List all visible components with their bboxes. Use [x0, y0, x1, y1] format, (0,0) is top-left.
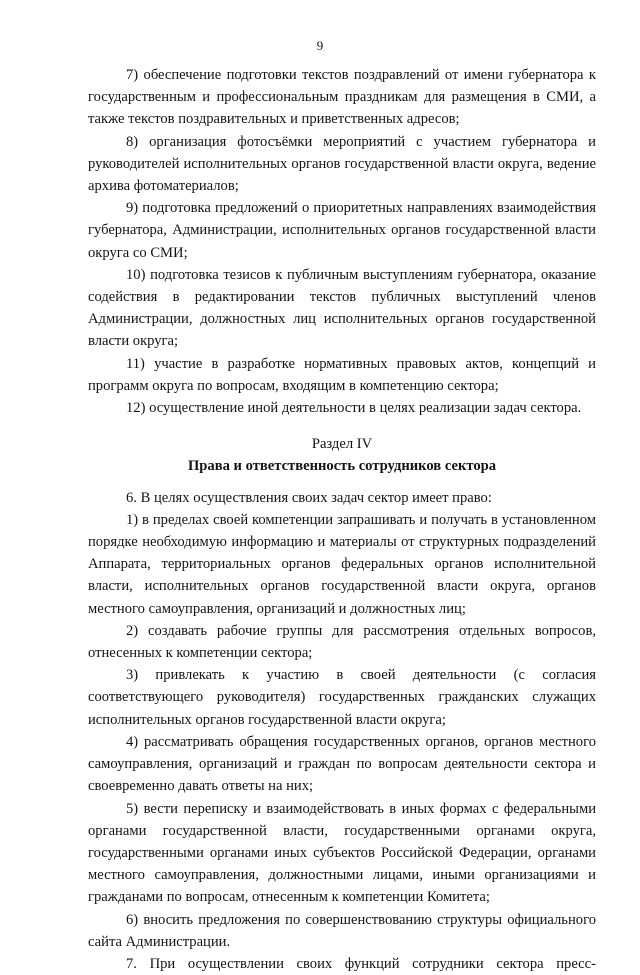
- section-label: Раздел IV: [311, 436, 373, 453]
- trailing-paragraph: 7. При осуществлении своих функций сотрудники сектора пресс-: [126, 955, 596, 972]
- section-title: Права и ответственность сотрудников сектора: [187, 458, 497, 475]
- list-item: 6) вносить предложения по совершенствованию структуры официального сайта Администрации.: [88, 911, 596, 950]
- list-item: 9) подготовка предложений о приоритетных направлениях взаимодействия губернатора, Администрации, исполнительных органов государственной власти округа со СМИ;: [88, 200, 596, 261]
- list-item: 12) осуществление иной деятельности в целях реализации задач сектора.: [126, 400, 582, 417]
- list-item: 3) привлекать к участию в своей деятельности (с согласия соответствующего руководителя) государственных гражданских служащих исполнительных органов государственной власти округа;: [88, 667, 596, 728]
- page-number: 9: [316, 38, 324, 53]
- document-body: [88, 64, 596, 975]
- list-item: 8) организация фотосъёмки мероприятий с участием губернатора и руководителей исполнительных органов государственной власти округа, ведение архива фотоматериалов;: [88, 133, 596, 195]
- list-item: 5) вести переписку и взаимодействовать в иных формах с федеральными органами государственной власти, государственными органами округа, государственными органами иных субъектов Российской Федерации, органами местного самоуправления, должностными лицами, иными организациями и гражданами по вопросам, отнесенным к компетенции Комитета;: [88, 800, 596, 906]
- list-item: 2) создавать рабочие группы для рассмотрения отдельных вопросов, отнесенных к компетенции сектора;: [88, 622, 596, 662]
- list-item: 11) участие в разработке нормативных правовых актов, концепций и программ округа по вопросам, входящим в компетенцию сектора;: [88, 355, 596, 394]
- list-item: 1) в пределах своей компетенции запрашивать и получать в установленном порядке необходимую информацию и материалы от структурных подразделений Аппарата, территориальных органов федеральных органов исполнительной власти, исполнительных органов государственной власти округа, органов местного самоуправления, организаций и должностных лиц;: [88, 511, 596, 617]
- list-item: 7) обеспечение подготовки текстов поздравлений от имени губернатора к государственным и профессиональным праздникам для размещения в СМИ, а также текстов поздравительных и приветственных адресов;: [88, 67, 596, 128]
- list-item: 10) подготовка тезисов к публичным выступлениям губернатора, оказание содействия в редактировании текстов публичных выступлений членов Администрации, должностных лиц исполнительных органов государственной власти округа;: [88, 266, 596, 350]
- paragraph-intro: 6. В целях осуществления своих задач сектор имеет право:: [126, 489, 492, 506]
- list-item: 4) рассматривать обращения государственных органов, органов местного самоуправления, организаций и граждан по вопросам деятельности сектора и своевременно давать ответы на них;: [88, 733, 596, 795]
